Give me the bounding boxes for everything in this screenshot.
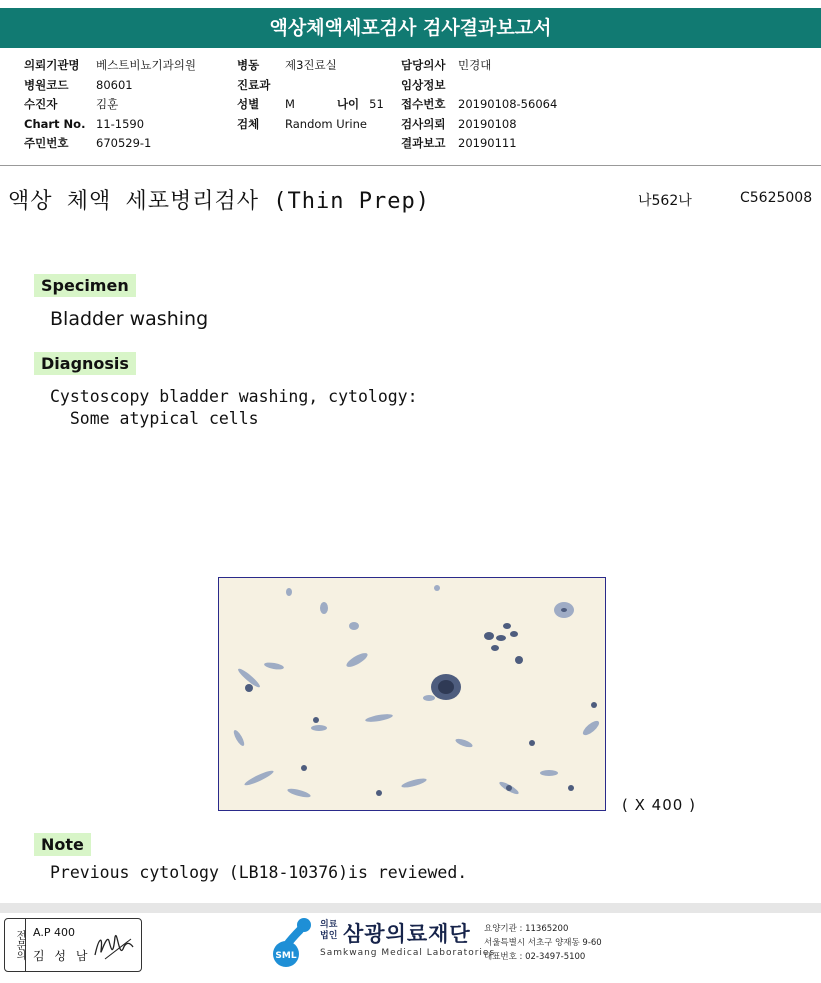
footer-bar [0,903,821,913]
patient-info-column [24,56,196,154]
pathologist-code: A.P 400 [33,926,75,939]
info-value: 김훈 [96,97,119,111]
info-row [237,76,384,96]
info-value: Random Urine [285,116,367,131]
info-label: Chart No. [24,116,86,131]
brand-prefix-line: 법인 [320,931,338,941]
signature-box [4,918,142,972]
request-info-column [401,56,557,154]
info-row [24,95,196,115]
note-label: Note [34,833,91,856]
diagnosis-label: Diagnosis [34,352,136,375]
specialist-text: 전문의 [14,930,25,960]
ward-info-column [237,56,384,134]
info-label: 주민번호 [24,136,69,150]
diagnosis-line: Some atypical cells [50,409,259,428]
divider [0,165,821,166]
info-label: 성별 [237,97,260,111]
contact-line: 요양기관 : 11365200 [484,924,569,934]
info-label: 병원코드 [24,77,69,92]
info-label: 병동 [237,58,260,72]
magnification-label: ( X 400 ) [622,796,696,814]
info-row [401,95,557,115]
brand-prefix-line: 의료 [320,920,338,930]
contact-line: 서울특별시 서초구 양재동 9-60 [484,938,602,948]
info-row [24,115,196,135]
specialist-label [5,919,26,971]
info-value: 80601 [96,77,133,92]
specimen-label: Specimen [34,274,136,297]
info-label: 결과보고 [401,136,446,150]
info-value: 11-1590 [96,116,145,131]
age-label: 나이 [336,97,360,111]
info-label: 검사의뢰 [401,116,446,131]
info-label: 검체 [237,116,260,131]
info-row [237,95,384,115]
info-row [401,56,557,76]
info-row [237,115,384,135]
info-value: 베스트비뇨기과의원 [96,58,196,72]
info-value: 20190108-56064 [458,97,558,111]
info-value: M [285,97,295,111]
info-value: 민경대 [458,58,492,72]
test-code: 나562나 [638,193,692,209]
sml-logo-icon [270,916,318,968]
specimen-text: Bladder washing [50,308,209,330]
info-label: 진료과 [237,77,271,92]
info-row [401,115,557,135]
info-value: 670529-1 [96,136,152,150]
info-label: 접수번호 [401,97,446,111]
handwritten-signature [91,927,137,965]
info-row [237,56,384,76]
info-row [24,76,196,96]
brand-prefix [320,920,337,942]
contact-line: 대표번호 : 02-3497-5100 [484,952,586,962]
info-row [401,76,557,96]
microscopy-image [218,577,606,811]
diagnosis-line: Cystoscopy bladder washing, cytology: [50,387,418,406]
report-title: 액상체액세포검사 검사결과보고서 [0,8,821,48]
brand-english: Samkwang Medical Laboratories [320,948,496,958]
info-label: 임상정보 [401,77,446,92]
contact-info [484,922,602,964]
age-value: 51 [369,97,384,111]
info-label: 담당의사 [401,58,446,72]
info-value: 20190108 [458,116,517,131]
info-label: 수진자 [24,97,58,111]
age-field [337,95,384,115]
test-heading: 액상 체액 세포병리검사 (Thin Prep) [8,189,430,214]
test-code: C5625008 [740,190,813,206]
info-row [24,56,196,76]
note-text: Previous cytology (LB18-10376)is reviewed. [50,863,468,882]
info-label: 의뢰기관명 [24,58,80,72]
info-value: 제3진료실 [285,58,337,72]
brand-name: 삼광의료재단 [343,922,471,946]
info-row [24,134,196,154]
logo-text: SML [275,951,297,961]
info-value: 20190111 [458,136,517,150]
info-row [401,134,557,154]
pathologist-name: 김 성 남 [33,949,91,963]
